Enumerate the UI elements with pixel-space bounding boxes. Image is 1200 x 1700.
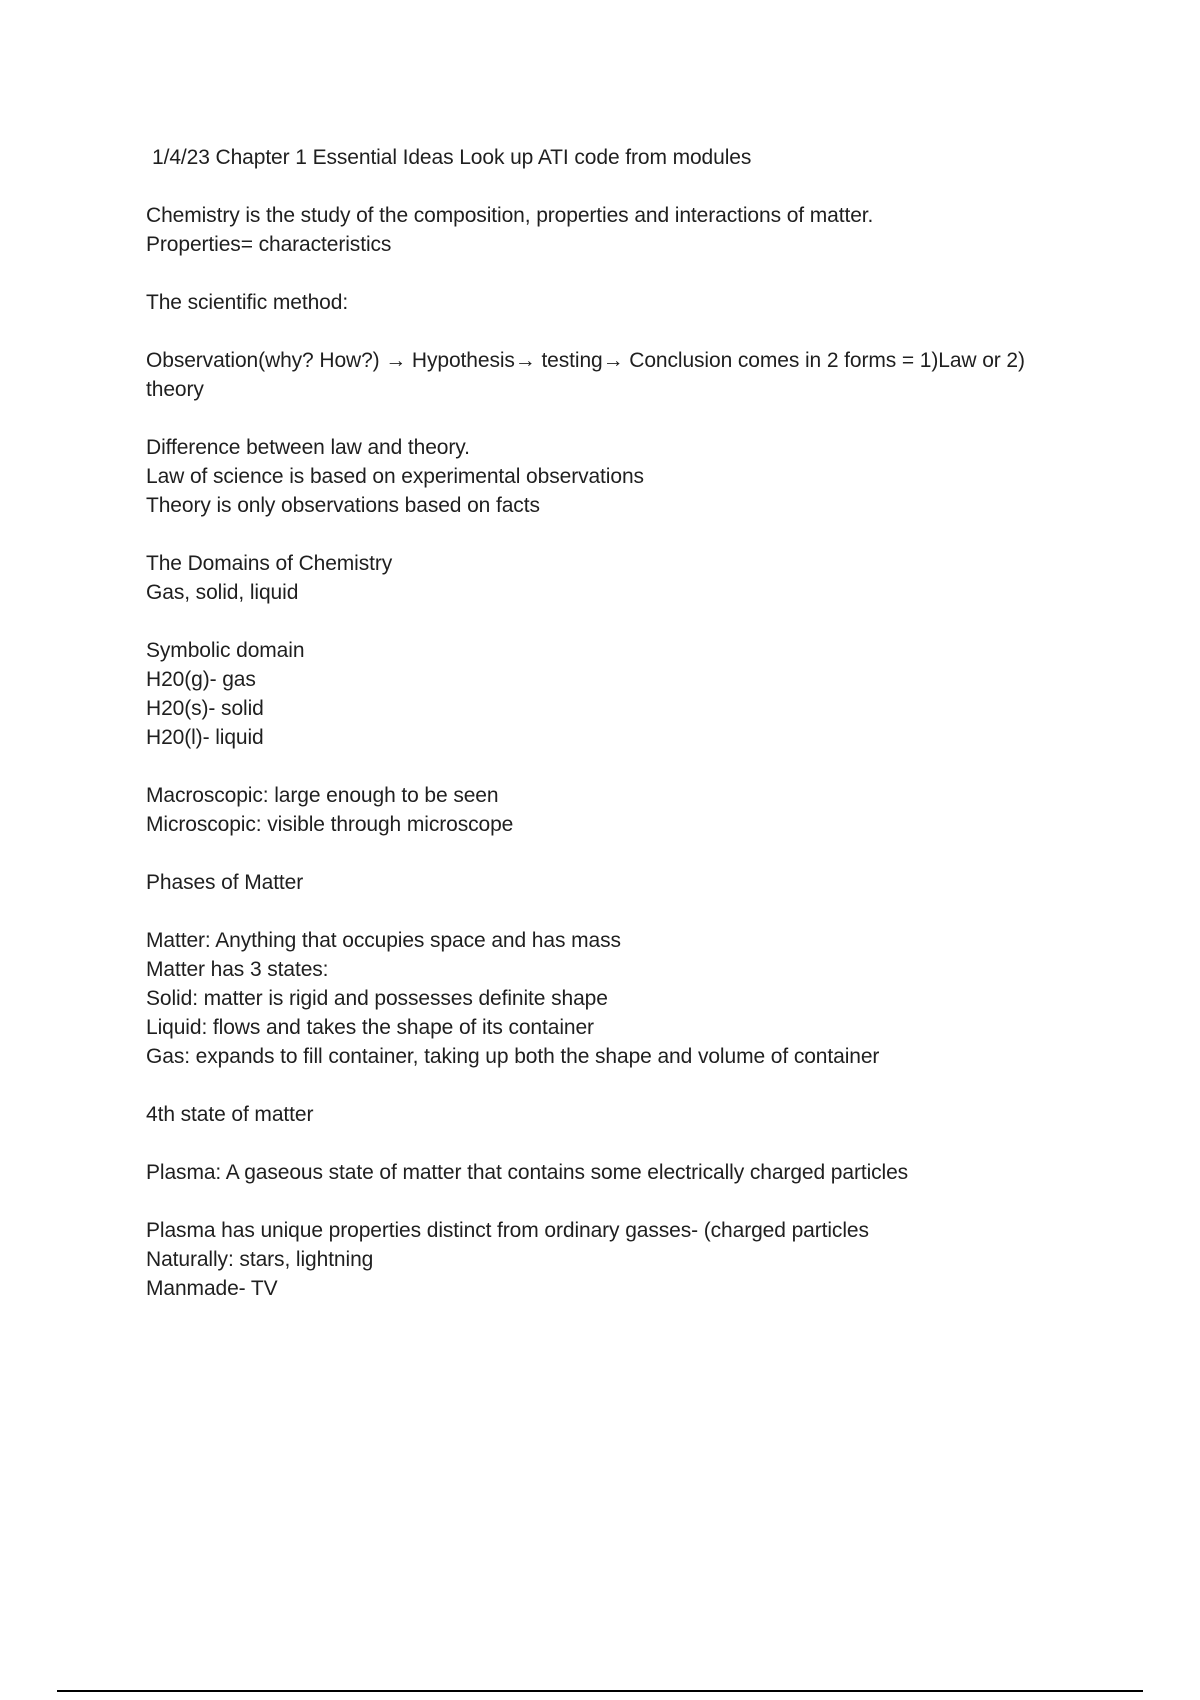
section-chemistry-definition xyxy=(146,201,1106,259)
text-line: Phases of Matter xyxy=(146,871,304,894)
text-line: Liquid: flows and takes the shape of its container xyxy=(146,1016,594,1039)
text-line: Law of science is based on experimental observations xyxy=(146,465,644,488)
text-line: Microscopic: visible through microscope xyxy=(146,813,514,836)
page-title: 1/4/23 Chapter 1 Essential Ideas Look up ATI code from modules xyxy=(152,146,752,169)
text-line: Properties= characteristics xyxy=(146,233,392,256)
text-line: Solid: matter is rigid and possesses definite shape xyxy=(146,987,608,1010)
text-line: Naturally: stars, lightning xyxy=(146,1248,374,1271)
text-line: H20(s)- solid xyxy=(146,697,264,720)
section-plasma-properties xyxy=(146,1216,1106,1303)
section-fourth-state-heading xyxy=(146,1100,1106,1129)
section-matter-states xyxy=(146,926,1106,1071)
text-line: Difference between law and theory. xyxy=(146,436,470,459)
text-line: Gas: expands to fill container, taking up both the shape and volume of container xyxy=(146,1045,880,1068)
text-line: Observation(why? How?) → Hypothesis→ testing→ Conclusion comes in 2 forms = 1)Law or 2) xyxy=(146,349,1025,372)
document-body xyxy=(146,143,1106,1332)
section-phases-heading xyxy=(146,868,1106,897)
text-line: Chemistry is the study of the composition, properties and interactions of matter. xyxy=(146,204,874,227)
text-line: H20(l)- liquid xyxy=(146,726,264,749)
text-line: Manmade- TV xyxy=(146,1277,278,1300)
text-line: Matter: Anything that occupies space and has mass xyxy=(146,929,621,952)
text-line: Plasma has unique properties distinct from ordinary gasses- (charged particles xyxy=(146,1219,869,1242)
page-bottom-divider xyxy=(57,1690,1143,1692)
text-line: Matter has 3 states: xyxy=(146,958,329,981)
text-line: Theory is only observations based on facts xyxy=(146,494,540,517)
text-line: 4th state of matter xyxy=(146,1103,314,1126)
text-line: The Domains of Chemistry xyxy=(146,552,393,575)
section-scientific-method-steps xyxy=(146,346,1106,404)
text-line: Gas, solid, liquid xyxy=(146,581,299,604)
section-domains-of-chemistry xyxy=(146,549,1106,607)
text-line: theory xyxy=(146,378,204,401)
text-line: Plasma: A gaseous state of matter that contains some electrically charged particles xyxy=(146,1161,909,1184)
section-scientific-method-heading xyxy=(146,288,1106,317)
text-line: Macroscopic: large enough to be seen xyxy=(146,784,499,807)
section-law-vs-theory xyxy=(146,433,1106,520)
section-plasma-definition xyxy=(146,1158,1106,1187)
text-line: The scientific method: xyxy=(146,291,349,314)
section-macro-micro xyxy=(146,781,1106,839)
text-line: H20(g)- gas xyxy=(146,668,256,691)
section-symbolic-domain xyxy=(146,636,1106,752)
text-line: Symbolic domain xyxy=(146,639,305,662)
